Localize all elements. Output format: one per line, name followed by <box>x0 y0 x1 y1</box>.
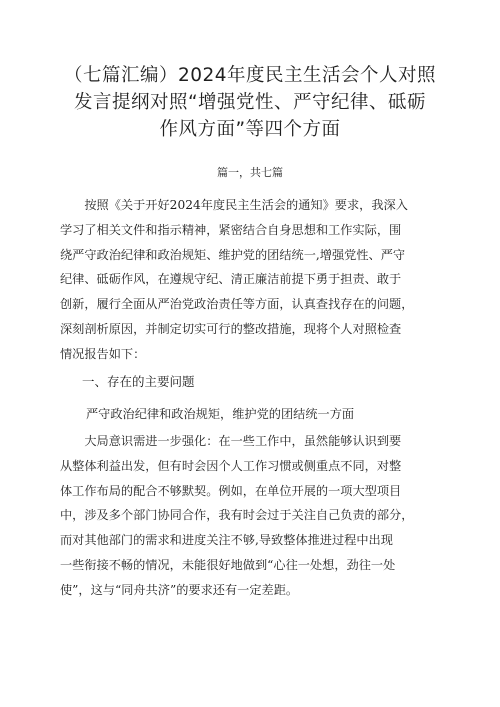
paragraph-line: 按照《关于开好2024年度民主生活会的通知》要求，我深入 <box>60 198 408 212</box>
title-line: 作风方面”等四个方面 <box>159 119 341 140</box>
subheading-political-discipline: 严守政治纪律和政治规矩，维护党的团结统一方面 <box>86 407 355 421</box>
paragraph-line: 大局意识需进一步强化：在一些工作中，虽然能够认识到要 <box>60 434 402 448</box>
paragraph-line: 深刻剖析原因，并制定切实可行的整改措施，现将个人对照检查 <box>60 321 402 336</box>
paragraph-line: 纪律、砥砺作风，在遵规守纪、清正廉洁前提下勇于担责、敢于 <box>60 272 402 287</box>
paragraph-line: 体工作布局的配合不够默契。例如，在单位开展的一项大型项目 <box>60 483 402 498</box>
body-paragraph <box>60 429 440 603</box>
paragraph-line: 情况报告如下： <box>60 346 146 361</box>
paragraph-line: 创新，履行全面从严治党政治责任等方面，认真查找存在的问题， <box>60 297 414 312</box>
section-heading: 篇一，共七篇 <box>217 166 283 179</box>
paragraph-line: 使”，这与“同舟共济”的要求还有一定差距。 <box>60 582 299 597</box>
document-title <box>40 62 460 143</box>
paragraph-line: 学习了相关文件和指示精神，紧密结合自身思想和工作实际，围 <box>60 222 402 237</box>
intro-paragraph <box>60 193 440 367</box>
paragraph-line: 绕严守政治纪律和政治规矩、维护党的团结统一,增强党性、严守 <box>60 247 406 262</box>
paragraph-line: 而对其他部门的需求和进度关注不够,导致整体推进过程中出现 <box>60 533 393 548</box>
title-line: （七篇汇编）2024年度民主生活会个人对照 <box>63 65 437 86</box>
heading-main-problems: 一、存在的主要问题 <box>82 374 195 389</box>
title-line: 发言提纲对照“增强党性、严守纪律、砥砺 <box>73 92 427 113</box>
paragraph-line: 中，涉及多个部门协同合作，我有时会过于关注自己负责的部分， <box>60 508 414 523</box>
paragraph-line: 一些衔接不畅的情况，未能很好地做到“心往一处想，劲往一处 <box>60 557 396 572</box>
paragraph-line: 从整体利益出发，但有时会因个人工作习惯或侧重点不同，对整 <box>60 458 402 473</box>
